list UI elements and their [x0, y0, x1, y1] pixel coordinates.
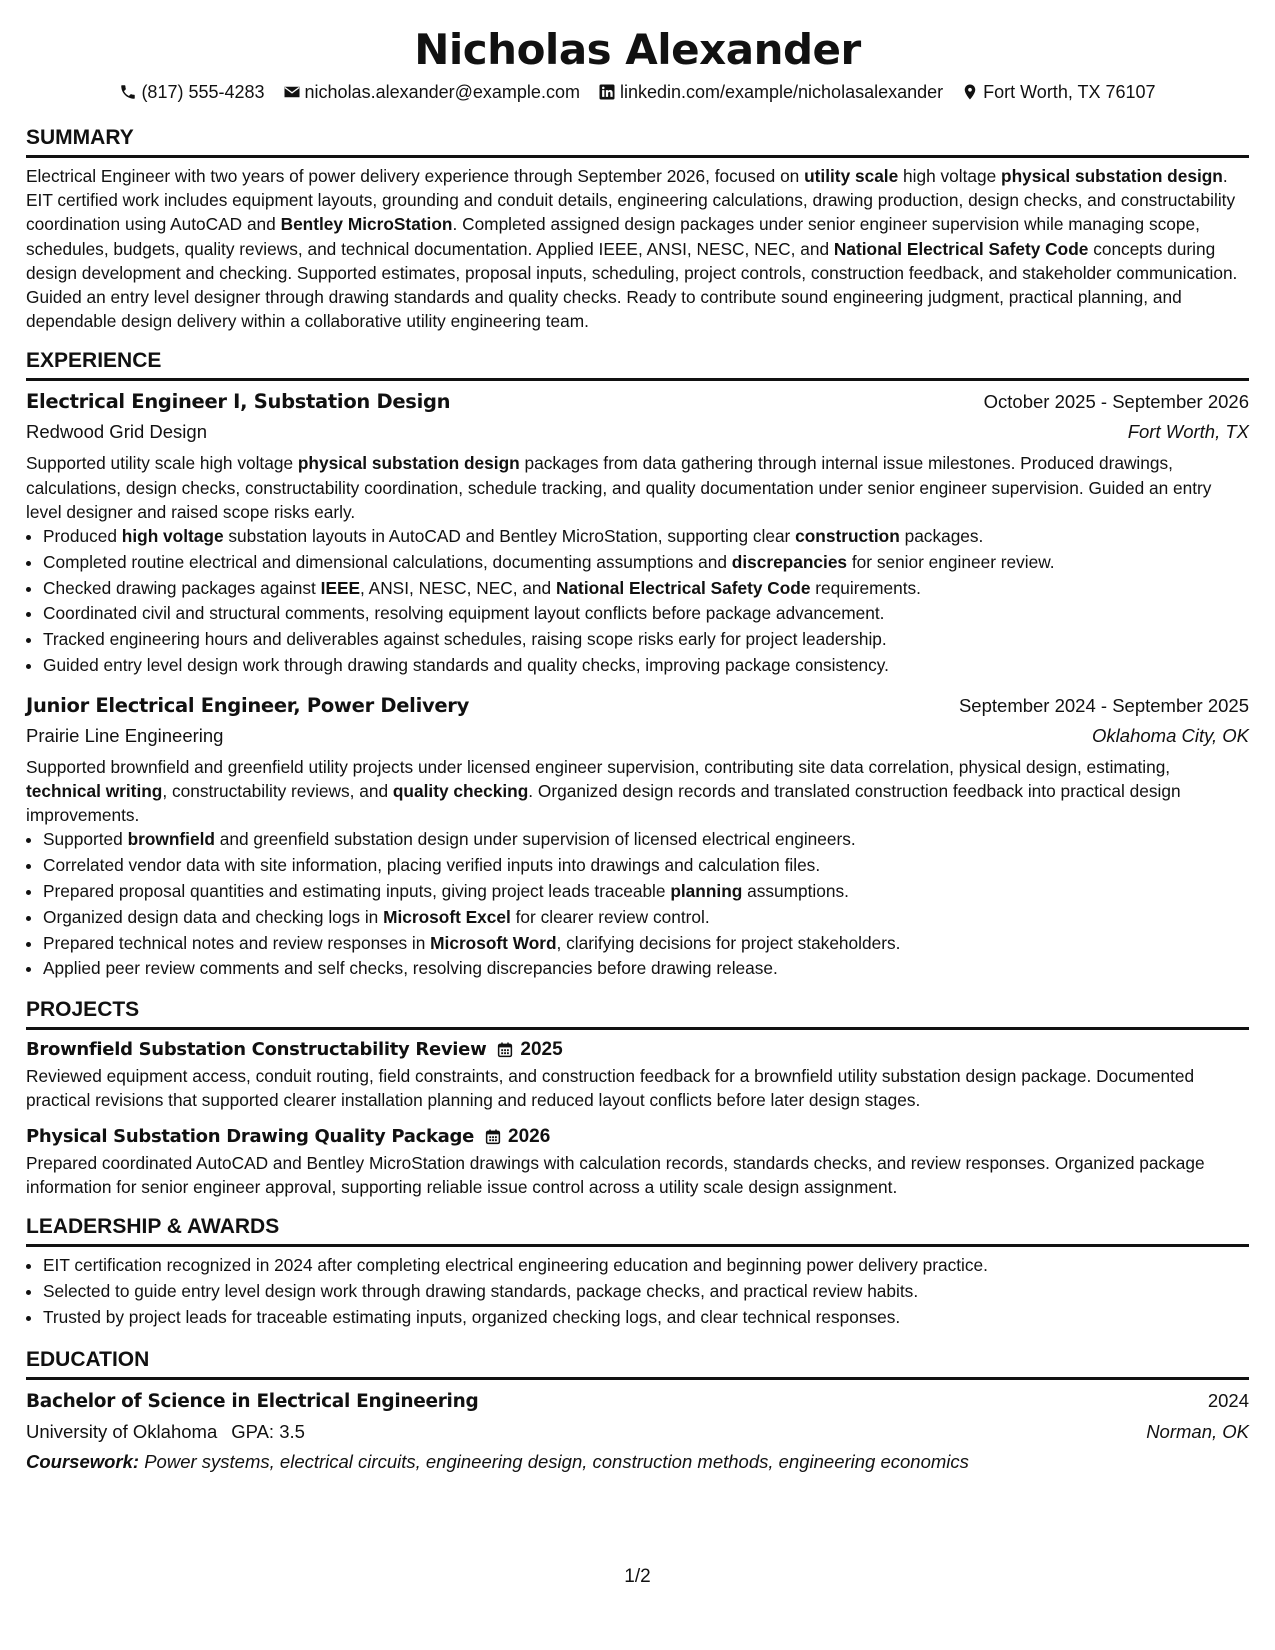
location-text: Fort Worth, TX 76107 [983, 82, 1156, 102]
school-name: University of Oklahoma [26, 1421, 218, 1443]
emphasis-text: Microsoft Word [430, 932, 557, 953]
text-run: packages from data gathering through internal issue milestones. Produced drawings, calculations, design checks, constructability coordination, schedule tracking, and quality documentation under senior engineer supervision. Guided an entry level designer and raised scope risks early. [26, 453, 1212, 522]
bullet-item [43, 550, 1249, 576]
text-run: Prepared proposal quantities and estimating inputs, giving project leads traceable [43, 881, 671, 902]
emphasis-text: Bentley MicroStation [280, 214, 453, 235]
linkedin-icon [598, 83, 616, 101]
leadership-list [26, 1253, 1249, 1330]
text-run: requirements. [810, 577, 921, 598]
job-summary [26, 451, 1249, 524]
coursework-label: Coursework: [26, 1451, 140, 1473]
text-run: high voltage [898, 166, 1002, 186]
text-run: and greenfield substation design under supervision of licensed electrical engineers. [214, 829, 856, 850]
text-run: Supported brownfield and greenfield utility projects under licensed engineer supervision, contributing site data correlation, physical design, estimating, [26, 756, 1171, 777]
project-date [496, 1039, 562, 1061]
page-number: 1/2 [624, 1566, 651, 1587]
project-title: Brownfield Substation Constructability Review [26, 1039, 487, 1061]
text-run: Correlated vendor data with site information, placing verified inputs into drawings and calculation files. [43, 855, 821, 876]
emphasis-text: construction [795, 526, 900, 547]
bullet-item [43, 627, 1249, 653]
company-name: Redwood Grid Design [26, 421, 207, 443]
job-location: Fort Worth, TX [1127, 421, 1249, 443]
bullet-item [43, 905, 1249, 931]
text-run: Prepared technical notes and review responses in [43, 932, 431, 953]
email-address: nicholas.alexander@example.com [304, 82, 580, 102]
summary-text [26, 164, 1249, 333]
emphasis-text: Microsoft Excel [383, 906, 511, 927]
text-run: , ANSI, NESC, NEC, and [360, 577, 556, 598]
job-dates: September 2024 - September 2025 [958, 694, 1249, 716]
experience-section [26, 347, 1249, 982]
list-item: • Selected to guide entry level design work through drawing standards, package checks, and practical review habits. [43, 1279, 1249, 1305]
job-dates: October 2025 - September 2026 [983, 391, 1249, 413]
job-summary [26, 755, 1249, 828]
text-run: . Organized design records and translated construction feedback into practical design improvements. [26, 781, 1181, 826]
bullet-item [43, 956, 1249, 982]
emphasis-text: utility scale [804, 166, 899, 186]
section-title-projects: PROJECTS [26, 998, 140, 1022]
project-description: Prepared coordinated AutoCAD and Bentley MicroStation drawings with calculation records, standards checks, and review responses. Organized package information for senior engineer approval, supporting reliable issue control across a utility scale design assignment. [26, 1152, 1205, 1197]
section-divider [26, 1027, 1249, 1030]
text-run: substation layouts in AutoCAD and Bentley MicroStation, supporting clear [223, 526, 796, 547]
text-run: packages. [899, 526, 984, 547]
bullet-item [43, 653, 1249, 679]
emphasis-text: technical writing [26, 781, 163, 802]
text-run: Organized design data and checking logs in [43, 906, 384, 927]
text-run: . Completed assigned design packages under senior engineer supervision while managing scope, schedules, budgets, quality reviews, and technical documentation. Applied IEEE, ANSI, NESC, NEC, and [26, 214, 1200, 259]
phone-icon [119, 83, 137, 101]
emphasis-text: planning [670, 881, 743, 902]
coursework [26, 1447, 1249, 1477]
section-title-education: EDUCATION [26, 1348, 150, 1372]
section-title-summary: SUMMARY [26, 126, 134, 149]
map-pin-icon [961, 83, 979, 101]
text-run: . EIT certified work includes equipment layouts, grounding and conduit details, engineering calculations, drawing production, design checks, and constructability coordination using AutoCAD and [26, 166, 1236, 235]
summary-section [26, 124, 1249, 333]
contact-email[interactable] [283, 80, 580, 104]
section-title-experience: EXPERIENCE [26, 349, 162, 373]
project-year: 2025 [520, 1039, 563, 1061]
project-description: Reviewed equipment access, conduit routing, field constraints, and construction feedback for a brownfield utility substation design package. Documented practical revisions that supported clearer installation planning and reduced layout conflicts before later design stages. [26, 1066, 1195, 1111]
emphasis-text: National Electrical Safety Code [555, 577, 811, 598]
coursework-list: Power systems, electrical circuits, engineering design, construction methods, engineering economics [139, 1451, 969, 1473]
list-item: • EIT certification recognized in 2024 after completing electrical engineering education and beginning power delivery practice. [43, 1253, 1249, 1279]
contact-phone[interactable] [119, 80, 264, 104]
section-title-leadership: LEADERSHIP & AWARDS [26, 1215, 280, 1239]
project-date [484, 1126, 550, 1148]
emphasis-text: physical substation design [297, 453, 520, 474]
job-entry [26, 691, 1249, 982]
phone-number: (817) 555-4283 [141, 82, 265, 102]
bullet-item [43, 576, 1249, 602]
emphasis-text: National Electrical Safety Code [833, 238, 1089, 259]
text-run: , constructability reviews, and [162, 781, 393, 802]
emphasis-text: quality checking [392, 781, 529, 802]
text-run: Electrical Engineer with two years of power delivery experience through September 2026, focused on [26, 166, 805, 186]
education-section [26, 1346, 1249, 1477]
section-divider [26, 155, 1249, 158]
projects-section [26, 996, 1249, 1199]
text-run: Supported [43, 829, 128, 850]
linkedin-url: linkedin.com/example/nicholasalexander [619, 82, 944, 102]
project-entry [26, 1123, 1249, 1199]
bullet-item [43, 601, 1249, 627]
text-run: Completed routine electrical and dimensional calculations, documenting assumptions and [43, 551, 732, 572]
calendar-icon [484, 1128, 502, 1146]
emphasis-text: high voltage [121, 526, 224, 547]
job-bullets [26, 827, 1249, 982]
bullet-item [43, 879, 1249, 905]
text-run: assumptions. [742, 881, 849, 902]
school-location: Norman, OK [1146, 1421, 1249, 1443]
text-run: Coordinated civil and structural comments, resolving equipment layout conflicts before package advancement. [43, 603, 885, 624]
contact-location [961, 80, 1155, 104]
text-run: Checked drawing packages against [43, 577, 321, 598]
school-line [26, 1417, 305, 1447]
section-divider [26, 1377, 1249, 1380]
emphasis-text: brownfield [127, 829, 215, 850]
text-run: Guided entry level design work through drawing standards and quality checks, improving package consistency. [43, 655, 889, 676]
job-location: Oklahoma City, OK [1092, 724, 1249, 746]
text-run: Tracked engineering hours and deliverables against schedules, raising scope risks early for project leadership. [43, 629, 887, 650]
project-entry [26, 1036, 1249, 1112]
list-item: • Trusted by project leads for traceable estimating inputs, organized checking logs, and clear technical responses. [43, 1305, 1249, 1331]
company-name: Prairie Line Engineering [26, 724, 224, 746]
job-title: Electrical Engineer I, Substation Design [26, 390, 451, 414]
text-run: for senior engineer review. [847, 551, 1055, 572]
bullet-item [43, 853, 1249, 879]
emphasis-text: physical substation design [1001, 166, 1223, 186]
graduation-year: 2024 [1207, 1390, 1249, 1412]
text-run: , clarifying decisions for project stakeholders. [556, 932, 901, 953]
bullet-item [43, 524, 1249, 550]
text-run: Supported utility scale high voltage [26, 453, 298, 474]
text-run: concepts during design development and checking. Supported estimates, proposal inputs, scheduling, project controls, construction feedback, and stakeholder communication. Guided an entry level designer through drawing standards and quality checks. Ready to contribute sound engineering judgment, practical planning, and dependable design delivery within a collaborative utility engineering team. [26, 238, 1238, 332]
degree-title: Bachelor of Science in Electrical Engineering [26, 1391, 479, 1413]
leadership-section [26, 1213, 1249, 1330]
job-bullets [26, 524, 1249, 679]
emphasis-text: discrepancies [731, 551, 848, 572]
project-year: 2026 [508, 1125, 551, 1147]
contact-linkedin[interactable] [598, 80, 943, 104]
calendar-icon [496, 1041, 514, 1059]
section-divider [26, 378, 1249, 381]
project-title: Physical Substation Drawing Quality Package [26, 1125, 474, 1147]
bullet-item [43, 931, 1249, 957]
text-run: Produced [43, 526, 122, 547]
gpa: GPA: 3.5 [231, 1421, 305, 1443]
job-entry [26, 387, 1249, 678]
emphasis-text: IEEE [320, 577, 361, 598]
contact-bar [26, 80, 1249, 104]
text-run: Applied peer review comments and self checks, resolving discrepancies before drawing release. [43, 958, 778, 979]
bullet-item [43, 827, 1249, 853]
text-run: for clearer review control. [510, 906, 710, 927]
envelope-icon [283, 83, 301, 101]
section-divider [26, 1244, 1249, 1247]
job-title: Junior Electrical Engineer, Power Delivery [26, 693, 470, 717]
candidate-name: Nicholas Alexander [414, 25, 861, 74]
